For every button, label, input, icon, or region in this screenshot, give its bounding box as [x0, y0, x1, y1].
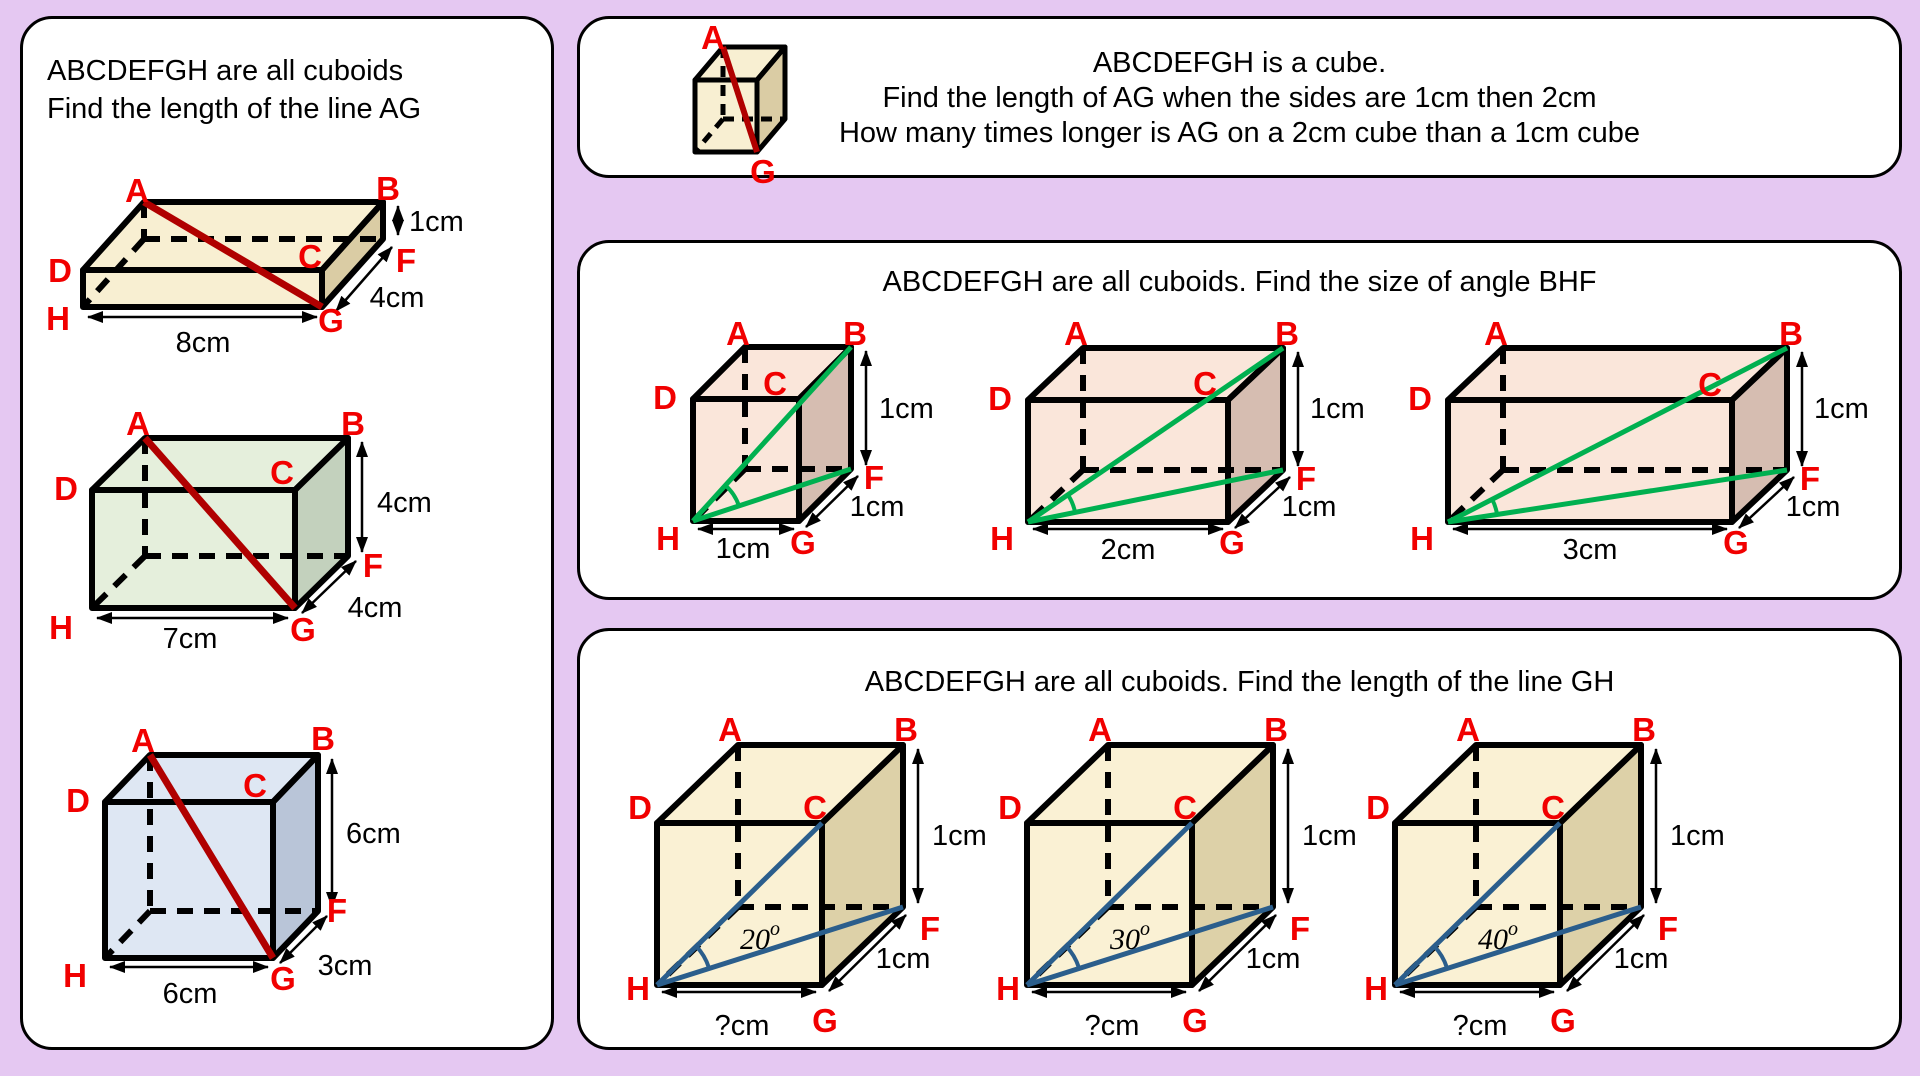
cuboid-gh-2 — [980, 711, 1357, 1050]
height-label: 1cm — [932, 820, 987, 852]
vertex-a: A — [1064, 315, 1088, 352]
width-label: 6cm — [162, 978, 218, 1010]
angle-degree-sup: o — [770, 918, 780, 940]
vertex-a: A — [718, 711, 742, 748]
vertex-d: D — [1408, 380, 1432, 417]
vertex-b: B — [843, 315, 867, 352]
angle-degree-sup: o — [1508, 918, 1518, 940]
width-label: 7cm — [162, 623, 218, 655]
vertex-f: F — [1657, 910, 1679, 947]
cuboid-bhf-3 — [1408, 315, 1890, 578]
width-label: ?cm — [714, 1010, 770, 1042]
width-label: 2cm — [1100, 534, 1156, 566]
vertex-c: C — [763, 365, 787, 402]
vertex-d: D — [988, 380, 1012, 417]
depth-label: 3cm — [317, 950, 373, 982]
vertex-b: B — [1275, 315, 1299, 352]
height-label: 1cm — [1670, 820, 1725, 852]
panel-find-ag-title — [47, 52, 421, 128]
width-label: ?cm — [1452, 1010, 1508, 1042]
height-label: 1cm — [1302, 820, 1357, 852]
vertex-f: F — [326, 892, 348, 929]
height-label: 1cm — [1814, 393, 1869, 425]
vertex-f: F — [863, 459, 885, 496]
vertex-b: B — [311, 720, 335, 757]
angle-degree-sup: o — [1140, 918, 1150, 940]
depth-label: 1cm — [1281, 491, 1337, 523]
vertex-b: B — [1632, 711, 1656, 748]
vertex-a: A — [1484, 315, 1508, 352]
vertex-a: A — [701, 19, 725, 56]
vertex-a: A — [726, 315, 750, 352]
vertex-h: H — [626, 970, 650, 1007]
vertex-c: C — [1541, 789, 1565, 826]
vertex-d: D — [48, 252, 72, 289]
depth-label: 1cm — [849, 491, 905, 523]
cuboid-ag-3 — [40, 720, 500, 1020]
vertex-a: A — [1456, 711, 1480, 748]
vertex-h: H — [996, 970, 1020, 1007]
depth-label: 1cm — [1613, 943, 1669, 975]
vertex-f: F — [362, 547, 384, 584]
title-line-1: ABCDEFGH are all cuboids — [47, 55, 404, 87]
depth-label: 1cm — [875, 943, 931, 975]
depth-label: 1cm — [1245, 943, 1301, 975]
title-line-2: Find the length of the line AG — [47, 93, 422, 125]
height-label: 4cm — [377, 487, 432, 519]
vertex-h: H — [49, 609, 73, 646]
vertex-b: B — [376, 170, 400, 207]
width-label: 1cm — [715, 533, 771, 565]
vertex-b: B — [894, 711, 918, 748]
vertex-c: C — [243, 767, 267, 804]
depth-label: 1cm — [1785, 491, 1841, 523]
angle-value: 30 — [1110, 923, 1140, 956]
vertex-f: F — [1799, 460, 1821, 497]
height-label: 1cm — [409, 206, 464, 238]
vertex-h: H — [63, 957, 87, 994]
width-label: ?cm — [1084, 1010, 1140, 1042]
cuboid-gh-3 — [1348, 711, 1725, 1050]
width-label: 3cm — [1562, 534, 1618, 566]
vertex-d: D — [1366, 789, 1390, 826]
cuboid-gh-1 — [610, 711, 987, 1050]
vertex-g: G — [270, 960, 296, 997]
vertex-g: G — [1550, 1002, 1576, 1039]
vertex-h: H — [1364, 970, 1388, 1007]
vertex-f: F — [395, 242, 417, 279]
vertex-g: G — [290, 611, 316, 648]
depth-label: 4cm — [347, 592, 403, 624]
cube-line-1: ABCDEFGH is a cube. — [1092, 47, 1387, 79]
angle-value: 20 — [740, 923, 770, 956]
face-front — [1448, 400, 1732, 522]
angle-value: 40 — [1478, 923, 1508, 956]
vertex-c: C — [1193, 365, 1217, 402]
height-label: 1cm — [1310, 393, 1365, 425]
vertex-g: G — [812, 1002, 838, 1039]
panel-bhf-title: ABCDEFGH are all cuboids. Find the size of angle BHF — [882, 266, 1597, 298]
vertex-a: A — [126, 405, 150, 442]
vertex-b: B — [1779, 315, 1803, 352]
cuboid-ag-1 — [40, 170, 500, 360]
vertex-a: A — [1088, 711, 1112, 748]
vertex-b: B — [341, 405, 365, 442]
vertex-c: C — [803, 789, 827, 826]
vertex-h: H — [656, 520, 680, 557]
vertex-g: G — [1219, 524, 1245, 561]
vertex-f: F — [1289, 910, 1311, 947]
vertex-f: F — [919, 910, 941, 947]
cuboid-ag-2 — [40, 405, 500, 660]
cube-line-3: How many times longer is AG on a 2cm cube than a 1cm cube — [838, 117, 1641, 149]
vertex-h: H — [1410, 520, 1434, 557]
vertex-g: G — [1182, 1002, 1208, 1039]
vertex-d: D — [628, 789, 652, 826]
height-label: 1cm — [879, 393, 934, 425]
cuboid-bhf-1 — [653, 315, 965, 578]
vertex-g: G — [1723, 524, 1749, 561]
vertex-g: G — [318, 302, 344, 339]
vertex-g: G — [790, 524, 816, 561]
panel-gh-title: ABCDEFGH are all cuboids. Find the length of the line GH — [864, 666, 1615, 698]
height-label: 6cm — [346, 818, 401, 850]
vertex-a: A — [125, 172, 149, 209]
vertex-a: A — [131, 722, 155, 759]
vertex-g: G — [750, 153, 776, 190]
vertex-d: D — [54, 470, 78, 507]
vertex-c: C — [270, 454, 294, 491]
vertex-c: C — [1698, 366, 1722, 403]
cuboid-bhf-2 — [988, 315, 1365, 578]
vertex-d: D — [66, 782, 90, 819]
vertex-h: H — [46, 300, 70, 337]
vertex-d: D — [998, 789, 1022, 826]
vertex-b: B — [1264, 711, 1288, 748]
depth-label: 4cm — [369, 282, 425, 314]
cube-figure — [675, 19, 825, 190]
vertex-c: C — [298, 238, 322, 275]
vertex-h: H — [990, 520, 1014, 557]
vertex-c: C — [1173, 789, 1197, 826]
vertex-d: D — [653, 379, 677, 416]
cube-line-2: Find the length of AG when the sides are 1cm then 2cm — [882, 82, 1597, 114]
width-label: 8cm — [175, 327, 231, 359]
face-front — [92, 490, 295, 608]
vertex-f: F — [1295, 460, 1317, 497]
